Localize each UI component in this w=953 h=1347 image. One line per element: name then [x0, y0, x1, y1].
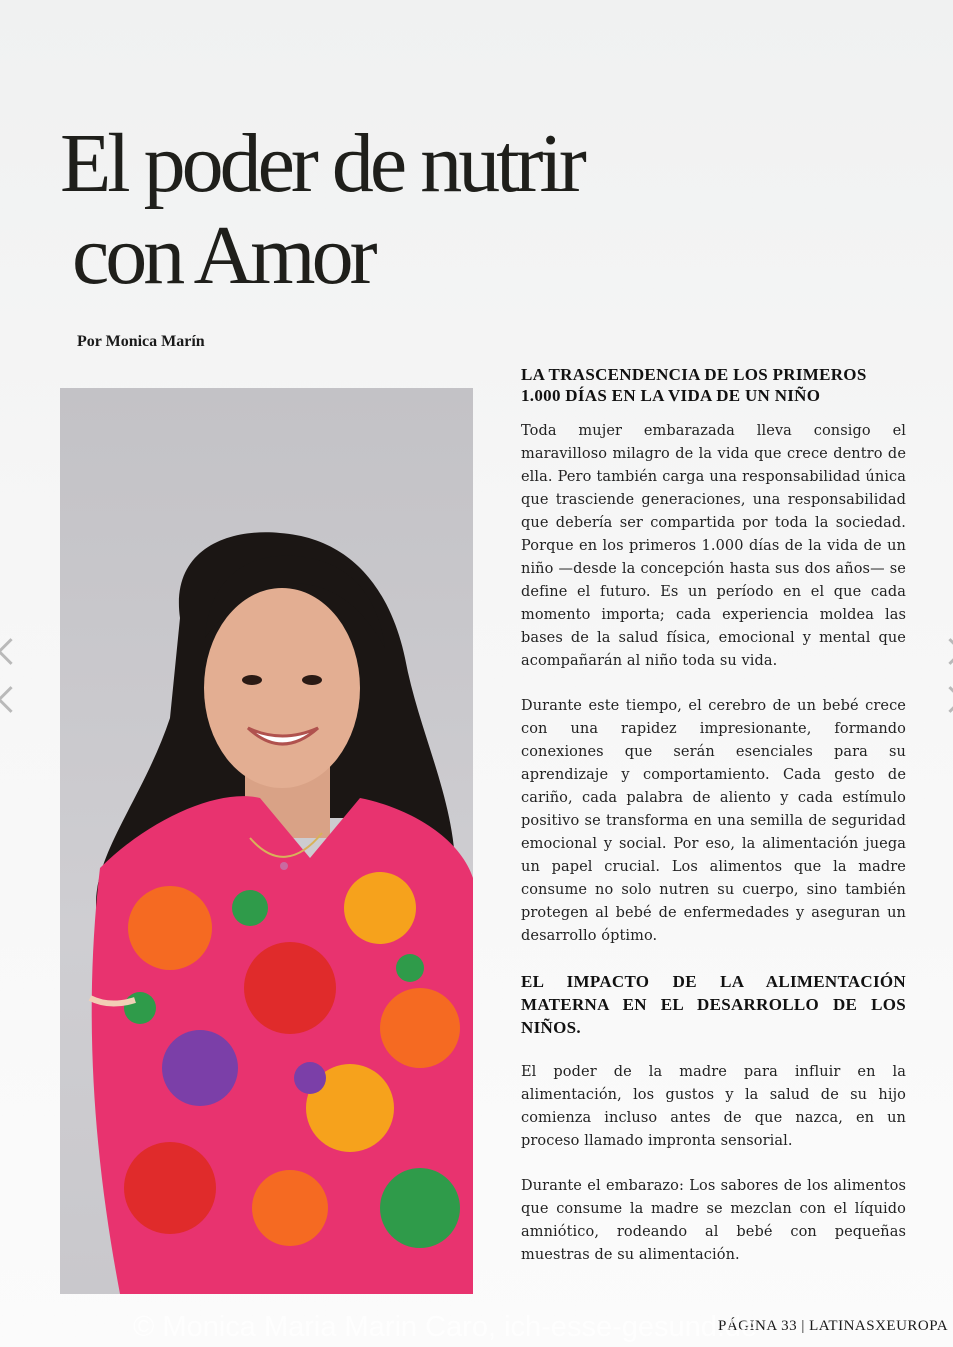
- body-paragraph: El poder de la madre para influir en la alimentación, los gustos y la salud de su hijo comienza incluso antes de que nazca, en un proceso llamado impronta sensorial.: [521, 1064, 906, 1149]
- first-page-chevron-icon[interactable]: [0, 686, 24, 713]
- title-line-1: El poder de nutrir: [60, 117, 583, 210]
- title-line-2: con Amor: [72, 209, 374, 302]
- section-heading-maternal-nutrition: EL IMPACTO DE LA ALIMENTACIÓN MATERNA EN EL DESARROLLO DE LOS NIÑOS.: [521, 972, 906, 1037]
- body-paragraph: Durante el embarazo: Los sabores de los alimentos que consume la madre se mezclan con el líquido amniótico, rodeando al bebé con pequeñas muestras de su alimentación.: [521, 1178, 906, 1263]
- body-paragraph: Toda mujer embarazada lleva consigo el maravilloso milagro de la vida que crece dentro de ella. Pero también carga una responsabilidad única que trasciende generaciones, una responsabilidad que debería ser compartida por toda la sociedad. Porque en los primeros 1.000 días de la vida de un niño —desde la concepción hasta sus dos años— se define el futuro. Es un período en el que cada momento importa; cada experiencia moldea las bases de la salud física, emocional y mental que acompañarán al niño toda su vida.: [521, 423, 906, 669]
- author-byline: Por Monica Marín: [77, 333, 205, 350]
- body-paragraph: Durante este tiempo, el cerebro de un bebé crece con una rapidez impresionante, formando conexiones que serán esenciales para su aprendizaje y comportamiento. Cada gesto de cariño, cada palabra de aliento y cada estímulo positivo se transforma en una semilla de seguridad emocional y social. Por eso, la alimentación juega un papel crucial. Los alimentos que la madre consume no solo nutren su cuerpo, sino también protegen al bebé de enfermedades y aseguran un desarrollo óptimo.: [521, 698, 906, 944]
- last-page-chevron-icon[interactable]: [937, 686, 953, 713]
- article-body: [521, 364, 906, 1267]
- article-title: [60, 118, 620, 302]
- section-heading-first-1000-days: LA TRASCENDENCIA DE LOS PRIMEROS 1.000 DÍAS EN LA VIDA DE UN NIÑO: [521, 365, 867, 405]
- previous-page-chevron-icon[interactable]: [0, 638, 24, 665]
- portrait-illustration: [60, 388, 473, 1294]
- page-footer: PÁGINA 33 | LATINASXEUROPA: [718, 1318, 949, 1334]
- author-portrait-photo: [60, 388, 473, 1294]
- next-page-chevron-icon[interactable]: [937, 638, 953, 665]
- copyright-watermark: © Monica Maria Marin Caro, ich-esse-gesund.de: [133, 1311, 758, 1343]
